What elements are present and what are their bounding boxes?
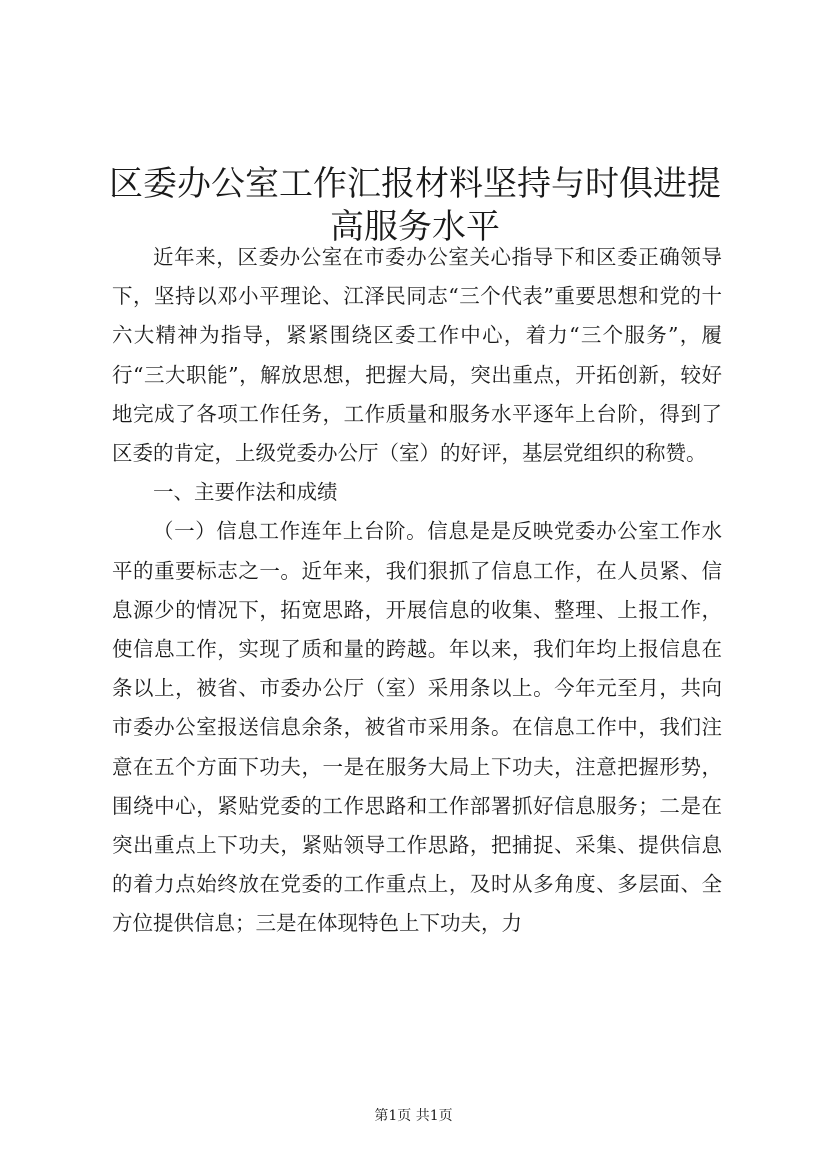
page-footer: 第1页 共1页 xyxy=(374,1108,453,1124)
document-body xyxy=(112,238,722,944)
paragraph-information-work: （一）信息工作连年上台阶。信息是是反映党委办公室工作水平的重要标志之一。近年来，我们狠抓了信息工作，在人员紧、信息源少的情况下，拓宽思路，开展信息的收集、整理、上报工作，使信息工作，实现了质和量的跨越。年以来，我们年均上报信息在条以上，被省、市委办公厅（室）采用条以上。今年元至月，共向市委办公室报送信息余条，被省市采用条。在信息工作中，我们注意在五个方面下功夫，一是在服务大局上下功夫，注意把握形势，围绕中心，紧贴党委的工作思路和工作部署抓好信息服务；二是在突出重点上下功夫，紧贴领导工作思路，把捕捉、采集、提供信息的着力点始终放在党委的工作重点上，及时从多角度、多层面、全方位提供信息；三是在体现特色上下功夫，力 xyxy=(112,519,722,936)
paragraph-intro: 近年来，区委办公室在市委办公室关心指导下和区委正确领导下，坚持以邓小平理论、江泽民同志“三个代表”重要思想和党的十六大精神为指导，紧紧围绕区委工作中心，着力“三个服务”，履行“三大职能”，解放思想，把握大局，突出重点，开拓创新，较好地完成了各项工作任务，工作质量和服务水平逐年上台阶，得到了区委的肯定，上级党委办公厅（室）的好评，基层党组织的称赞。 xyxy=(112,245,722,466)
document-title: 区委办公室工作汇报材料坚持与时俱进提高服务水平 xyxy=(109,163,721,247)
section-heading: 一、主要作法和成绩 xyxy=(153,480,338,505)
